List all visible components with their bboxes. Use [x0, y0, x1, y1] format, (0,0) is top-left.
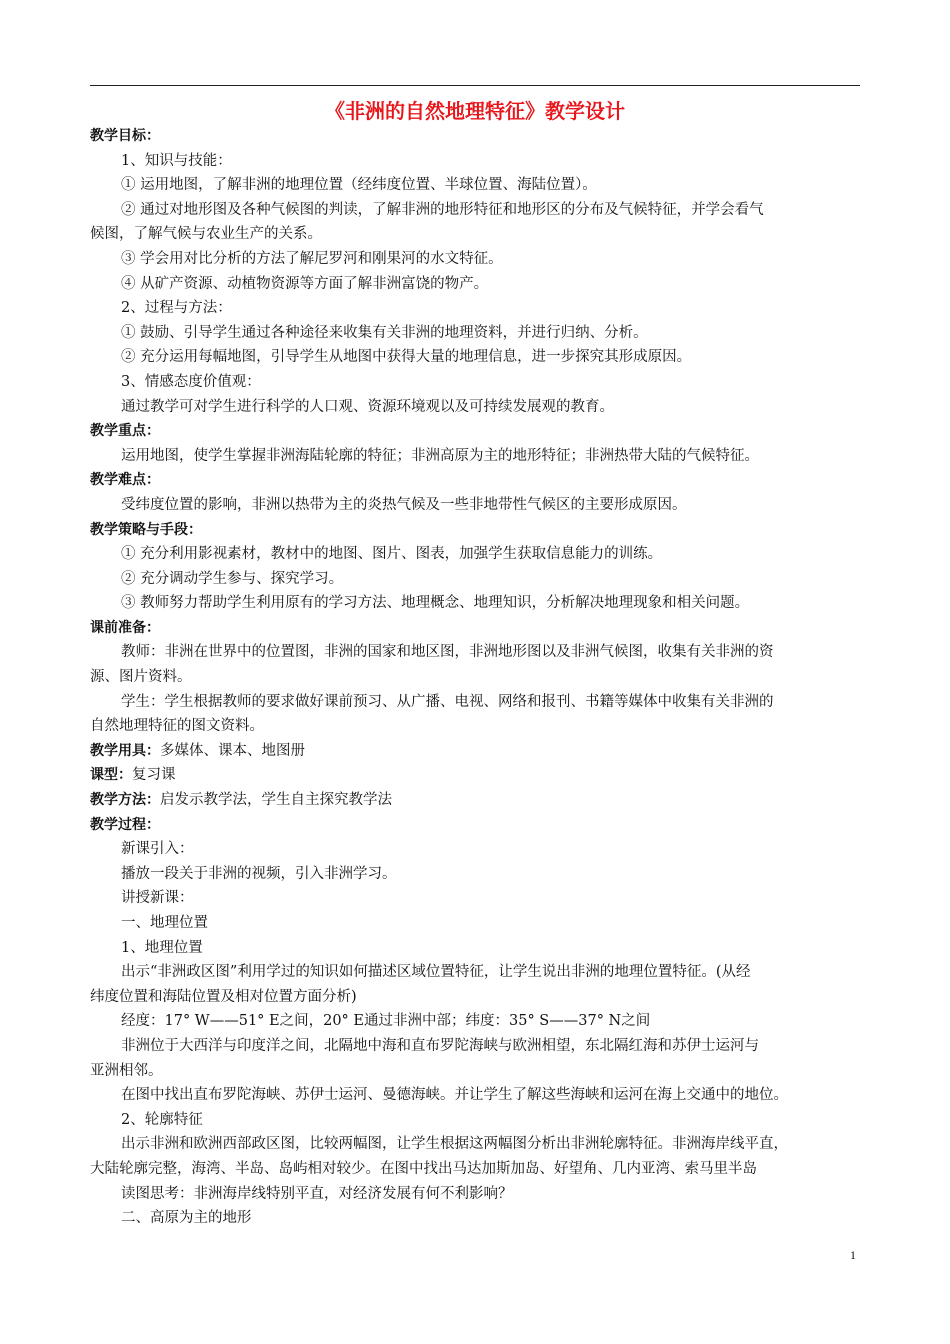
text-line: ① 充分利用影视素材，教材中的地图、图片、图表，加强学生获取信息能力的训练。 — [121, 546, 663, 563]
text-line: ① 运用地图，了解非洲的地理位置（经纬度位置、半球位置、海陆位置）。 — [121, 177, 597, 194]
text-line — [90, 468, 860, 493]
text-line: 大陆轮廓完整，海湾、半岛、岛屿相对较少。在图中找出马达加斯加岛、好望角、几内亚湾、索马里半岛 — [90, 1160, 757, 1177]
text-line — [90, 788, 860, 813]
text-line: ② 充分调动学生参与、探究学习。 — [121, 570, 344, 587]
field-value: 多媒体、课本、地图册 — [160, 742, 305, 759]
text-line: 源、图片资料。 — [90, 669, 192, 686]
text-line: 运用地图，使学生掌握非洲海陆轮廓的特征；非洲高原为主的地形特征；非洲热带大陆的气候特征。 — [121, 447, 759, 464]
text-line — [90, 763, 860, 788]
text-line: 一、地理位置 — [121, 915, 208, 931]
text-line: 二、高原为主的地形 — [121, 1210, 252, 1227]
field-value: 复习课 — [132, 767, 176, 784]
text-line: 出示非洲和欧洲西部政区图，比较两幅图，让学生根据这两幅图分析出非洲轮廓特征。非洲海岸线平直， — [121, 1136, 788, 1153]
text-line: 学生：学生根据教师的要求做好课前预习、从广播、电视、网络和报刊、书籍等媒体中收集有关非洲的 — [121, 693, 774, 710]
header-rule — [90, 85, 860, 86]
text-line: 通过教学可对学生进行科学的人口观、资源环境观以及可持续发展观的教育。 — [121, 398, 614, 415]
text-line: 受纬度位置的影响，非洲以热带为主的炎热气候及一些非地带性气候区的主要形成原因。 — [121, 496, 687, 513]
text-line: 在图中找出直布罗陀海峡、苏伊士运河、曼德海峡。并让学生了解这些海峡和运河在海上交通中的地位。 — [121, 1087, 788, 1104]
text-line: 2、轮廓特征 — [121, 1111, 203, 1128]
section-heading: 教学目标： — [90, 128, 160, 144]
section-heading: 教学难点： — [90, 472, 160, 489]
text-line — [90, 518, 860, 543]
text-line: ② 充分运用每幅地图，引导学生从地图中获得大量的地理信息，进一步探究其形成原因。 — [121, 349, 692, 366]
text-line: 纬度位置和海陆位置及相对位置方面分析) — [90, 988, 357, 1005]
text-line: 读图思考：非洲海岸线特别平直，对经济发展有何不利影响？ — [121, 1185, 513, 1202]
text-line: ④ 从矿产资源、动植物资源等方面了解非洲富饶的物产。 — [121, 275, 489, 292]
text-line: 播放一段关于非洲的视频，引入非洲学习。 — [121, 865, 397, 882]
text-line: 出示“非洲政区图”利用学过的知识如何描述区域位置特征，让学生说出非洲的地理位置特征。(从经 — [121, 964, 751, 981]
text-line — [90, 419, 860, 444]
text-line — [90, 739, 860, 764]
field-label: 课型： — [90, 767, 132, 784]
text-line — [90, 616, 860, 641]
text-line — [90, 813, 860, 838]
text-line: ③ 教师努力帮助学生利用原有的学习方法、地理概念、地理知识，分析解决地理现象和相关问题。 — [121, 595, 750, 612]
section-heading: 教学重点： — [90, 423, 160, 440]
field-label: 教学方法： — [90, 792, 160, 809]
field-value: 启发示教学法，学生自主探究教学法 — [160, 792, 392, 809]
section-heading: 教学过程： — [90, 816, 160, 833]
text-line: 亚洲相邻。 — [90, 1062, 163, 1079]
text-line: 2、过程与方法： — [121, 300, 232, 317]
text-line: 经度：17° W——51° E之间，20° E通过非洲中部；纬度：35° S——37° N之间 — [121, 1013, 651, 1030]
text-line: 非洲位于大西洋与印度洋之间，北隔地中海和直布罗陀海峡与欧洲相望，东北隔红海和苏伊士运河与 — [121, 1037, 759, 1054]
text-line: 讲授新课： — [121, 890, 194, 907]
text-line: 1、知识与技能： — [121, 152, 232, 169]
text-line: 候图，了解气候与农业生产的关系。 — [90, 226, 322, 243]
text-line: 1、地理位置 — [121, 939, 203, 956]
text-line: 新课引入： — [121, 841, 194, 858]
document-title: 《非洲的自然地理特征》教学设计 — [325, 99, 625, 123]
section-heading: 课前准备： — [90, 619, 160, 636]
section-heading: 教学策略与手段： — [90, 521, 202, 538]
text-line: ② 通过对地形图及各种气候图的判读，了解非洲的地形特征和地形区的分布及气候特征，并学会看气 — [121, 201, 764, 218]
text-line: 3、情感态度价值观： — [121, 373, 261, 390]
field-label: 教学用具： — [90, 742, 160, 759]
text-line: 自然地理特征的图文资料。 — [90, 718, 264, 735]
text-line: ③ 学会用对比分析的方法了解尼罗河和刚果河的水文特征。 — [121, 250, 503, 267]
document-body — [90, 124, 860, 1231]
text-line: ① 鼓励、引导学生通过各种途径来收集有关非洲的地理资料，并进行归纳、分析。 — [121, 324, 648, 341]
text-line — [90, 124, 860, 149]
page-number: 1 — [850, 1248, 856, 1262]
text-line: 教师：非洲在世界中的位置图，非洲的国家和地区图，非洲地形图以及非洲气候图，收集有关非洲的资 — [121, 644, 774, 661]
